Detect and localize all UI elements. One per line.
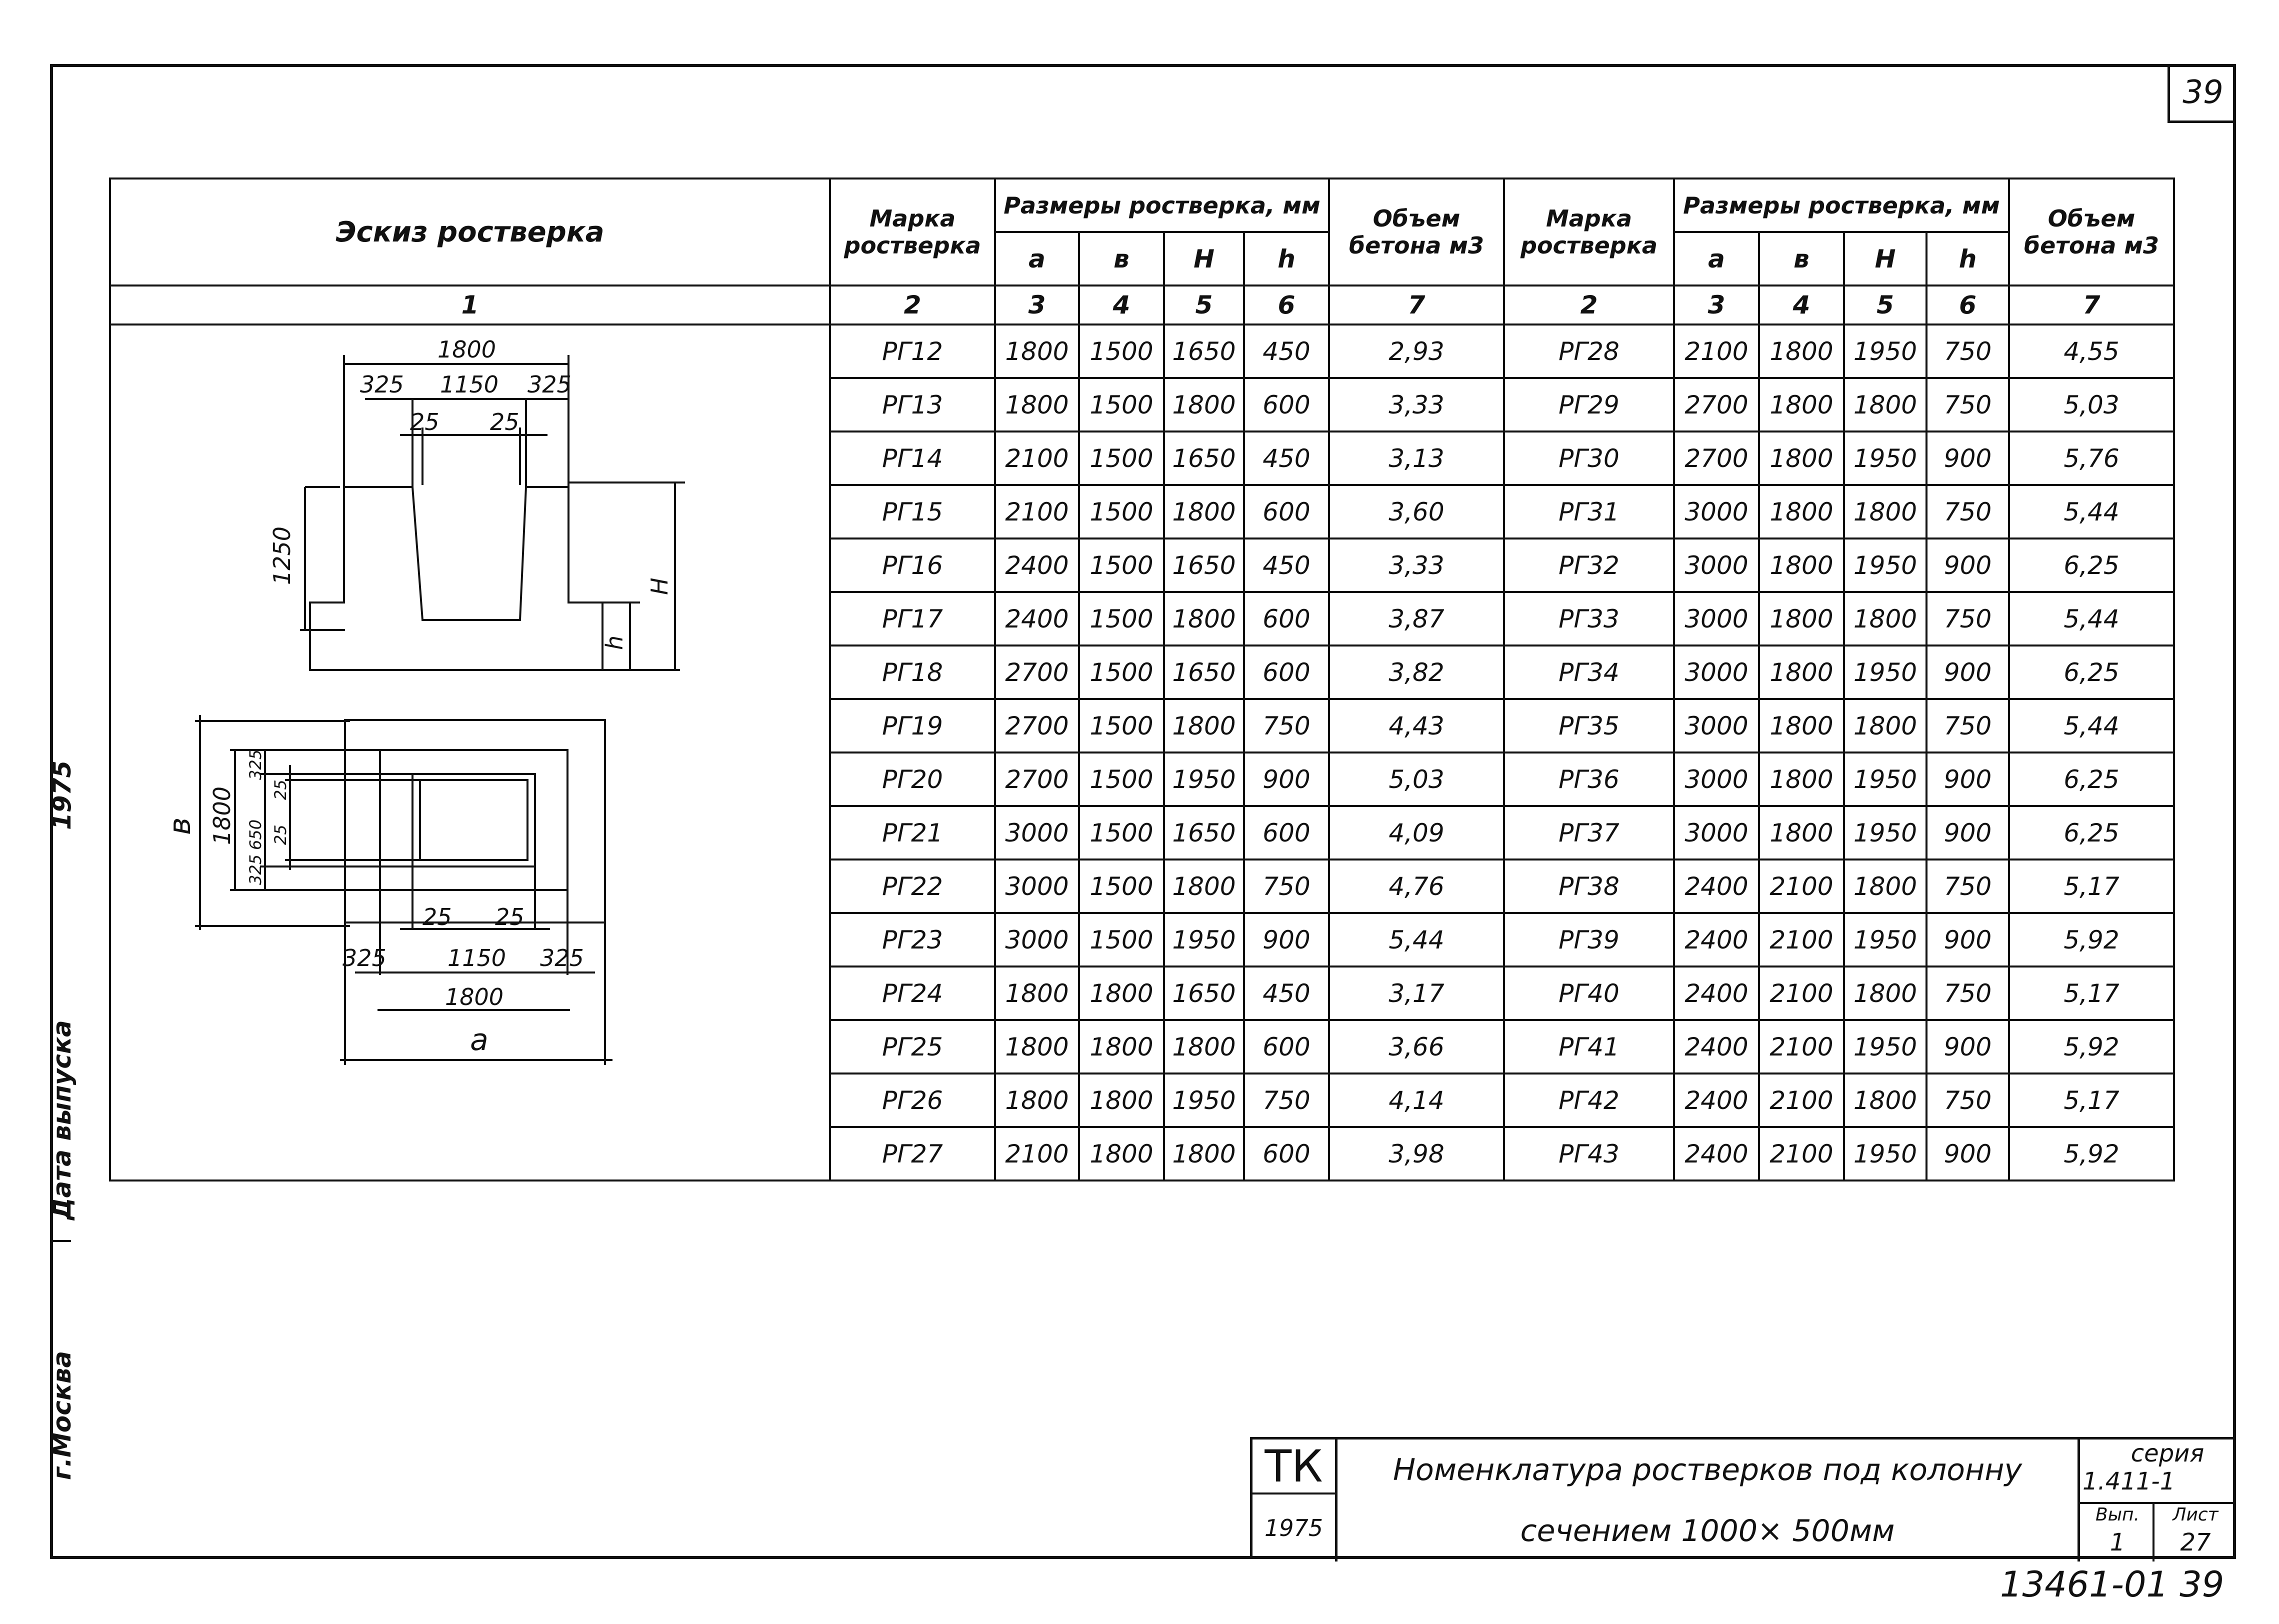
cell-left-v: 3,82 [1329, 646, 1504, 699]
header-dims: Размеры ростверка, мм [995, 178, 1329, 232]
cell-right-v: 5,17 [2009, 966, 2174, 1020]
cell-right-H: 1950 [1844, 432, 1926, 485]
side-year: 1975 [48, 760, 76, 830]
cell-left-H: 1650 [1164, 538, 1244, 592]
cell-left-H: 1800 [1164, 485, 1244, 538]
cell-right-a: 2400 [1674, 966, 1759, 1020]
cell-left-mark: РГ26 [830, 1074, 995, 1127]
cell-left-mark: РГ27 [830, 1127, 995, 1180]
cell-left-b: 1800 [1079, 1020, 1164, 1074]
cell-left-b: 1500 [1079, 592, 1164, 646]
column-index: 5 [1164, 286, 1244, 324]
cell-left-H: 1800 [1164, 860, 1244, 913]
cell-right-H: 1950 [1844, 1127, 1926, 1180]
cell-right-v: 6,25 [2009, 752, 2174, 806]
vol-value: 1 [2110, 1528, 2126, 1556]
cell-left-H: 1800 [1164, 592, 1244, 646]
cell-right-H: 1800 [1844, 966, 1926, 1020]
cell-right-v: 6,25 [2009, 646, 2174, 699]
cell-right-a: 3000 [1674, 699, 1759, 752]
cell-left-h: 600 [1244, 378, 1329, 432]
cell-left-h: 450 [1244, 432, 1329, 485]
cell-right-H: 1800 [1844, 699, 1926, 752]
cell-left-mark: РГ14 [830, 432, 995, 485]
cell-left-a: 3000 [995, 913, 1079, 966]
cell-left-h: 600 [1244, 485, 1329, 538]
header-h-right: h [1926, 232, 2009, 286]
cell-right-mark: РГ40 [1504, 966, 1674, 1020]
header-a: a [995, 232, 1079, 286]
sketch-drawing [150, 330, 730, 1085]
cell-left-h: 750 [1244, 860, 1329, 913]
doc-code: 13461-01 39 [2000, 1564, 2224, 1605]
cell-left-b: 1500 [1079, 485, 1164, 538]
cell-left-mark: РГ18 [830, 646, 995, 699]
cell-left-h: 900 [1244, 913, 1329, 966]
cell-left-v: 2,93 [1329, 324, 1504, 378]
side-separator [51, 1240, 71, 1242]
cell-right-H: 1800 [1844, 592, 1926, 646]
cell-right-a: 2700 [1674, 432, 1759, 485]
series-divider [2080, 1502, 2236, 1504]
column-index: 7 [2009, 286, 2174, 324]
cell-left-mark: РГ25 [830, 1020, 995, 1074]
dim-H: H [646, 578, 673, 595]
cell-right-h: 750 [1926, 1074, 2009, 1127]
cell-left-b: 1500 [1079, 538, 1164, 592]
cell-right-a: 2400 [1674, 860, 1759, 913]
header-b-right: в [1759, 232, 1844, 286]
cell-left-b: 1500 [1079, 913, 1164, 966]
cell-right-b: 1800 [1759, 485, 1844, 538]
cell-right-v: 5,44 [2009, 699, 2174, 752]
cell-right-h: 750 [1926, 699, 2009, 752]
cell-right-mark: РГ33 [1504, 592, 1674, 646]
cell-left-H: 1650 [1164, 646, 1244, 699]
cell-left-a: 1800 [995, 966, 1079, 1020]
cell-right-H: 1950 [1844, 1020, 1926, 1074]
cell-right-a: 2700 [1674, 378, 1759, 432]
cell-left-v: 3,33 [1329, 538, 1504, 592]
sheet-value: 27 [2180, 1528, 2211, 1556]
cell-left-H: 1800 [1164, 1127, 1244, 1180]
cell-right-b: 2100 [1759, 913, 1844, 966]
column-index: 6 [1926, 286, 2009, 324]
dim-bot-mid: 1150 [448, 944, 506, 972]
cell-left-v: 3,87 [1329, 592, 1504, 646]
cell-left-v: 3,98 [1329, 1127, 1504, 1180]
column-index: 4 [1759, 286, 1844, 324]
cell-right-H: 1950 [1844, 806, 1926, 860]
cell-left-mark: РГ22 [830, 860, 995, 913]
header-volume: Объем бетона м3 [1329, 178, 1504, 286]
cell-right-b: 1800 [1759, 538, 1844, 592]
cell-left-v: 3,33 [1329, 378, 1504, 432]
page-number: 39 [2168, 64, 2236, 123]
dim-plan-v1: 325 [246, 854, 265, 885]
cell-right-b: 1800 [1759, 646, 1844, 699]
cell-left-v: 4,76 [1329, 860, 1504, 913]
column-index: 6 [1244, 286, 1329, 324]
cell-left-a: 1800 [995, 378, 1079, 432]
title-block [1250, 1437, 2236, 1559]
cell-left-v: 3,13 [1329, 432, 1504, 485]
dim-top-overall: 1800 [438, 336, 496, 363]
cell-left-a: 2100 [995, 1127, 1079, 1180]
cell-right-mark: РГ39 [1504, 913, 1674, 966]
title-line2: сечением 1000× 500мм [1520, 1514, 1895, 1548]
cell-right-mark: РГ34 [1504, 646, 1674, 699]
cell-right-b: 1800 [1759, 699, 1844, 752]
dim-bot-overall: 1800 [445, 984, 504, 1010]
cell-right-b: 2100 [1759, 1074, 1844, 1127]
cell-right-H: 1800 [1844, 485, 1926, 538]
cell-left-H: 1800 [1164, 1020, 1244, 1074]
cell-right-v: 5,17 [2009, 1074, 2174, 1127]
header-H: H [1164, 232, 1244, 286]
cell-right-v: 5,76 [2009, 432, 2174, 485]
cell-right-H: 1950 [1844, 538, 1926, 592]
cell-left-a: 3000 [995, 806, 1079, 860]
cell-right-a: 2100 [1674, 324, 1759, 378]
cell-right-H: 1950 [1844, 646, 1926, 699]
cell-right-mark: РГ28 [1504, 324, 1674, 378]
series-label: серия [2130, 1440, 2204, 1468]
org-logo: ТК [1252, 1440, 1338, 1494]
cell-right-b: 1800 [1759, 432, 1844, 485]
side-city: г.Москва [48, 1350, 76, 1480]
cell-left-mark: РГ12 [830, 324, 995, 378]
cell-left-v: 5,03 [1329, 752, 1504, 806]
cell-right-a: 2400 [1674, 1127, 1759, 1180]
cell-left-mark: РГ24 [830, 966, 995, 1020]
cell-left-a: 3000 [995, 860, 1079, 913]
cell-right-h: 900 [1926, 432, 2009, 485]
cell-left-H: 1800 [1164, 699, 1244, 752]
cell-right-a: 3000 [1674, 646, 1759, 699]
cell-right-h: 750 [1926, 966, 2009, 1020]
cell-left-v: 4,43 [1329, 699, 1504, 752]
cell-left-H: 1650 [1164, 966, 1244, 1020]
cell-right-v: 5,44 [2009, 592, 2174, 646]
cell-left-h: 600 [1244, 592, 1329, 646]
cell-left-h: 750 [1244, 699, 1329, 752]
cell-left-a: 1800 [995, 1074, 1079, 1127]
dim-bot-gap-l: 25 [422, 904, 452, 930]
cell-left-H: 1950 [1164, 1074, 1244, 1127]
cell-right-mark: РГ42 [1504, 1074, 1674, 1127]
cell-right-H: 1950 [1844, 752, 1926, 806]
cell-right-b: 1800 [1759, 806, 1844, 860]
column-index: 2 [1504, 286, 1674, 324]
cell-right-b: 2100 [1759, 966, 1844, 1020]
header-dims-right: Размеры ростверка, мм [1674, 178, 2009, 232]
cell-right-mark: РГ38 [1504, 860, 1674, 913]
cell-right-h: 900 [1926, 1020, 2009, 1074]
cell-right-mark: РГ43 [1504, 1127, 1674, 1180]
cell-left-a: 2700 [995, 752, 1079, 806]
cell-left-b: 1500 [1079, 860, 1164, 913]
cell-left-v: 3,17 [1329, 966, 1504, 1020]
cell-left-h: 600 [1244, 806, 1329, 860]
dim-bot-gap-r: 25 [495, 904, 524, 930]
cell-right-h: 750 [1926, 592, 2009, 646]
cell-left-mark: РГ20 [830, 752, 995, 806]
cell-right-a: 3000 [1674, 806, 1759, 860]
cell-right-h: 900 [1926, 1127, 2009, 1180]
cell-right-b: 1800 [1759, 324, 1844, 378]
dim-plan-v4: 25 [271, 780, 290, 800]
cell-left-H: 1950 [1164, 752, 1244, 806]
cell-right-mark: РГ30 [1504, 432, 1674, 485]
cell-right-h: 750 [1926, 324, 2009, 378]
cell-left-a: 2400 [995, 592, 1079, 646]
cell-left-h: 600 [1244, 646, 1329, 699]
cell-left-b: 1500 [1079, 806, 1164, 860]
cell-right-a: 2400 [1674, 1020, 1759, 1074]
cell-right-mark: РГ37 [1504, 806, 1674, 860]
cell-right-b: 2100 [1759, 860, 1844, 913]
dim-top-gap-r: 25 [490, 408, 520, 436]
cell-left-H: 1650 [1164, 432, 1244, 485]
cell-right-v: 6,25 [2009, 806, 2174, 860]
cell-right-h: 750 [1926, 485, 2009, 538]
cell-left-H: 1950 [1164, 913, 1244, 966]
cell-left-b: 1800 [1079, 1074, 1164, 1127]
cell-right-a: 3000 [1674, 485, 1759, 538]
cell-left-b: 1500 [1079, 752, 1164, 806]
cell-right-b: 1800 [1759, 752, 1844, 806]
cell-left-mark: РГ19 [830, 699, 995, 752]
cell-right-v: 5,44 [2009, 485, 2174, 538]
header-h: h [1244, 232, 1329, 286]
cell-right-mark: РГ36 [1504, 752, 1674, 806]
vol-label: Вып. [2095, 1504, 2140, 1525]
cell-left-H: 1650 [1164, 806, 1244, 860]
dim-height: 1250 [268, 526, 296, 585]
vol-divider [2152, 1502, 2154, 1562]
cell-right-a: 3000 [1674, 752, 1759, 806]
dim-plan-v2: 650 [246, 819, 265, 850]
dim-plan-1800: 1800 [208, 786, 236, 845]
cell-left-a: 1800 [995, 1020, 1079, 1074]
cell-left-mark: РГ21 [830, 806, 995, 860]
cell-left-b: 1800 [1079, 966, 1164, 1020]
dim-h: h [601, 635, 628, 650]
column-index: 2 [830, 286, 995, 324]
dim-top-gap-l: 25 [410, 408, 440, 436]
cell-right-b: 2100 [1759, 1020, 1844, 1074]
cell-right-v: 5,92 [2009, 913, 2174, 966]
header-mark-right: Марка ростверка [1504, 178, 1674, 286]
cell-left-H: 1800 [1164, 378, 1244, 432]
cell-right-a: 3000 [1674, 538, 1759, 592]
cell-left-mark: РГ16 [830, 538, 995, 592]
header-a-right: a [1674, 232, 1759, 286]
cell-left-b: 1500 [1079, 378, 1164, 432]
cell-right-mark: РГ32 [1504, 538, 1674, 592]
cell-left-v: 3,66 [1329, 1020, 1504, 1074]
cell-left-v: 5,44 [1329, 913, 1504, 966]
cell-right-b: 1800 [1759, 592, 1844, 646]
cell-right-H: 1950 [1844, 324, 1926, 378]
cell-right-v: 6,25 [2009, 538, 2174, 592]
cell-right-a: 3000 [1674, 592, 1759, 646]
header-mark: Марка ростверка [830, 178, 995, 286]
cell-left-v: 4,09 [1329, 806, 1504, 860]
dim-top-side: 325 [360, 371, 404, 398]
cell-right-h: 750 [1926, 860, 2009, 913]
header-sketch: Эскиз ростверка [110, 178, 830, 286]
series-value: 1.411-1 [2082, 1468, 2176, 1496]
cell-left-b: 1500 [1079, 324, 1164, 378]
cell-left-b: 1500 [1079, 699, 1164, 752]
cell-right-mark: РГ35 [1504, 699, 1674, 752]
cell-left-h: 450 [1244, 324, 1329, 378]
column-index: 5 [1844, 286, 1926, 324]
cell-left-h: 900 [1244, 752, 1329, 806]
cell-right-h: 900 [1926, 646, 2009, 699]
cell-left-a: 2700 [995, 646, 1079, 699]
cell-right-v: 4,55 [2009, 324, 2174, 378]
cell-right-v: 5,17 [2009, 860, 2174, 913]
dim-bot-side-r: 325 [540, 944, 584, 972]
cell-left-mark: РГ15 [830, 485, 995, 538]
cell-left-v: 3,60 [1329, 485, 1504, 538]
cell-left-a: 2100 [995, 485, 1079, 538]
cell-left-mark: РГ17 [830, 592, 995, 646]
dim-top-mid: 1150 [440, 371, 499, 398]
cell-right-b: 2100 [1759, 1127, 1844, 1180]
cell-right-h: 900 [1926, 538, 2009, 592]
cell-left-a: 1800 [995, 324, 1079, 378]
cell-right-v: 5,03 [2009, 378, 2174, 432]
cell-left-h: 600 [1244, 1127, 1329, 1180]
cell-left-v: 4,14 [1329, 1074, 1504, 1127]
cell-left-b: 1800 [1079, 1127, 1164, 1180]
dim-bot-a: a [470, 1022, 488, 1058]
dim-plan-v5: 25 [271, 824, 290, 845]
header-volume-right: Объем бетона м3 [2009, 178, 2174, 286]
cell-right-v: 5,92 [2009, 1127, 2174, 1180]
column-index: 3 [995, 286, 1079, 324]
header-H-right: H [1844, 232, 1926, 286]
cell-left-b: 1500 [1079, 432, 1164, 485]
cell-left-mark: РГ13 [830, 378, 995, 432]
title-line1: Номенклатура ростверков под колонну [1393, 1452, 2022, 1488]
dim-plan-b: в [162, 817, 198, 835]
cell-right-mark: РГ41 [1504, 1020, 1674, 1074]
cell-right-H: 1800 [1844, 860, 1926, 913]
cell-left-h: 450 [1244, 538, 1329, 592]
cell-right-H: 1950 [1844, 913, 1926, 966]
cell-left-H: 1650 [1164, 324, 1244, 378]
cell-right-H: 1800 [1844, 1074, 1926, 1127]
side-date-label: Дата выпуска [48, 1020, 76, 1220]
cell-right-h: 900 [1926, 752, 2009, 806]
cell-right-h: 900 [1926, 913, 2009, 966]
cell-right-h: 750 [1926, 378, 2009, 432]
dim-top-side-r: 325 [528, 371, 572, 398]
cell-right-b: 1800 [1759, 378, 1844, 432]
header-b: в [1079, 232, 1164, 286]
cell-left-mark: РГ23 [830, 913, 995, 966]
cell-right-mark: РГ31 [1504, 485, 1674, 538]
cell-right-a: 2400 [1674, 913, 1759, 966]
column-index: 3 [1674, 286, 1759, 324]
cell-left-h: 600 [1244, 1020, 1329, 1074]
dim-plan-v3: 325 [246, 749, 265, 780]
cell-left-a: 2100 [995, 432, 1079, 485]
dim-bot-side-l: 325 [342, 944, 386, 972]
sheet-label: Лист [2172, 1504, 2218, 1525]
cell-left-a: 2400 [995, 538, 1079, 592]
cell-right-a: 2400 [1674, 1074, 1759, 1127]
column-index: 4 [1079, 286, 1164, 324]
cell-right-h: 900 [1926, 806, 2009, 860]
cell-left-h: 750 [1244, 1074, 1329, 1127]
cell-left-h: 450 [1244, 966, 1329, 1020]
column-index: 7 [1329, 286, 1504, 324]
cell-right-v: 5,92 [2009, 1020, 2174, 1074]
cell-left-b: 1500 [1079, 646, 1164, 699]
org-year: 1975 [1252, 1494, 1338, 1562]
cell-right-H: 1800 [1844, 378, 1926, 432]
cell-left-a: 2700 [995, 699, 1079, 752]
column-index: 1 [110, 286, 830, 324]
cell-right-mark: РГ29 [1504, 378, 1674, 432]
